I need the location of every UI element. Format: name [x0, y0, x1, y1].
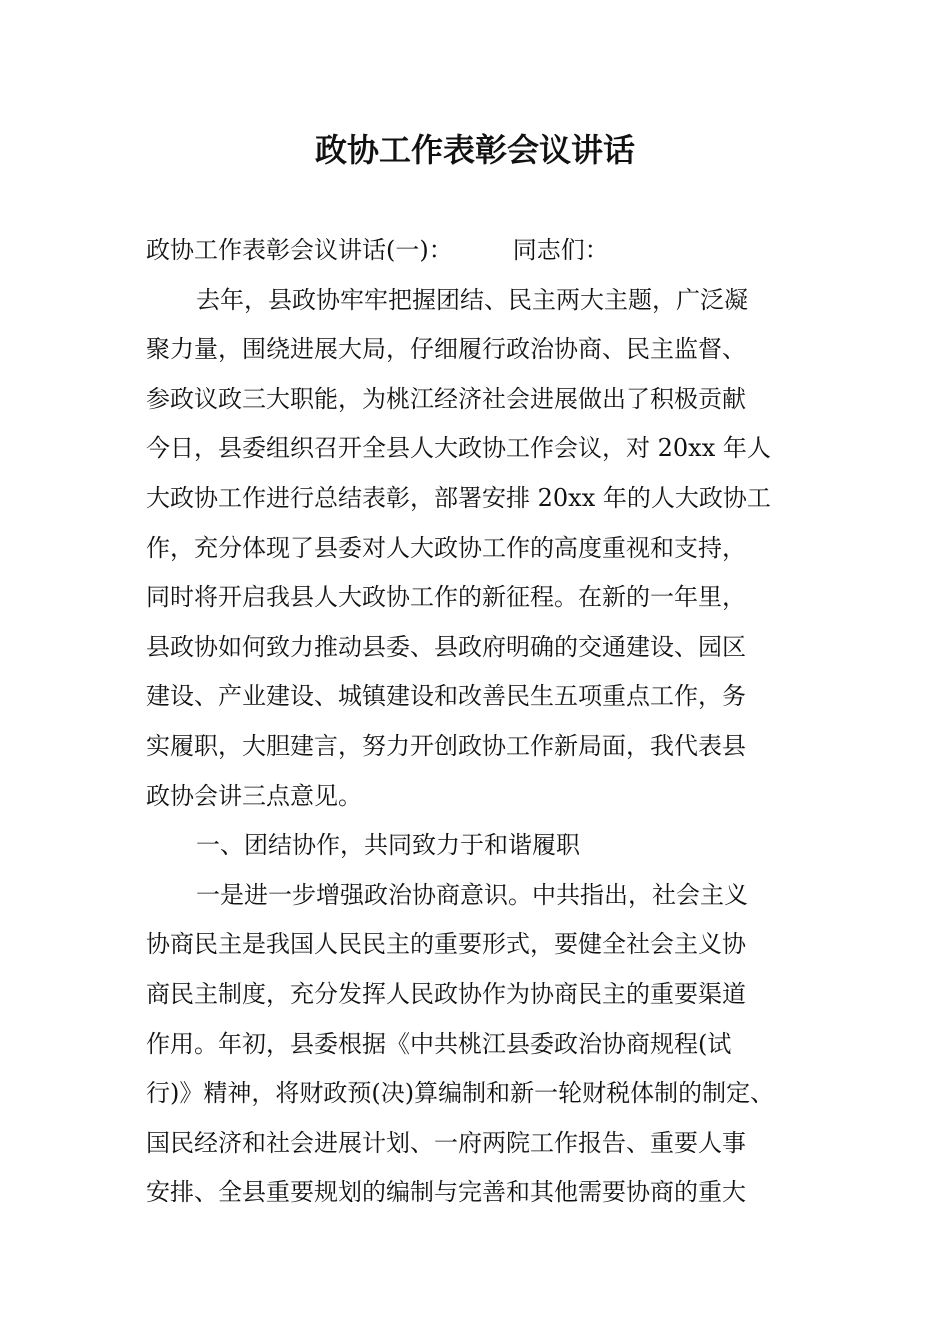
paragraph-line: 参政议政三大职能，为桃江经济社会进展做出了积极贡献	[146, 384, 746, 413]
paragraph-line: 商民主制度，充分发挥人民政协作为协商民主的重要渠道	[146, 979, 746, 1008]
paragraph-line	[146, 226, 826, 276]
paragraph-line: 作用。年初，县委根据《中共桃江县委政治协商规程(试	[146, 1029, 732, 1058]
document-body	[146, 226, 826, 1218]
paragraph-line: 一是进一步增强政治协商意识。中共指出，社会主义	[196, 880, 748, 909]
paragraph-line: 聚力量，围绕进展大局，仔细履行政治协商、民主监督、	[146, 335, 746, 364]
paragraph-line: 国民经济和社会进展计划、一府两院工作报告、重要人事	[146, 1128, 746, 1157]
paragraph-line: 大政协工作进行总结表彰，部署安排 20xx 年的人大政协工	[146, 483, 771, 512]
paragraph-line: 作，充分体现了县委对人大政协工作的高度重视和支持，	[146, 533, 746, 562]
section-heading: 政协工作表彰会议讲话(一)：	[146, 236, 453, 264]
paragraph-line: 协商民主是我国人民民主的重要形式，要健全社会主义协	[146, 930, 746, 959]
paragraph-line: 政协会讲三点意见。	[146, 781, 362, 810]
paragraph-line: 行)》精神，将财政预(决)算编制和新一轮财税体制的制定、	[146, 1079, 775, 1108]
document-title: 政协工作表彰会议讲话	[314, 131, 635, 169]
paragraph-heading: 一、团结协作，共同致力于和谐履职	[196, 831, 580, 860]
paragraph-line: 今日，县委组织召开全县人大政协工作会议，对 20xx 年人	[146, 434, 771, 463]
paragraph-line: 安排、全县重要规划的编制与完善和其他需要协商的重大	[146, 1178, 746, 1207]
paragraph-line: 去年，县政协牢牢把握团结、民主两大主题，广泛凝	[196, 285, 748, 314]
paragraph-line: 同时将开启我县人大政协工作的新征程。在新的一年里，	[146, 583, 746, 612]
salutation: 同志们：	[512, 236, 609, 264]
paragraph-line: 实履职，大胆建言，努力开创政协工作新局面，我代表县	[146, 731, 746, 760]
paragraph-line: 建设、产业建设、城镇建设和改善民生五项重点工作，务	[146, 682, 746, 711]
paragraph-line: 县政协如何致力推动县委、县政府明确的交通建设、园区	[146, 632, 746, 661]
